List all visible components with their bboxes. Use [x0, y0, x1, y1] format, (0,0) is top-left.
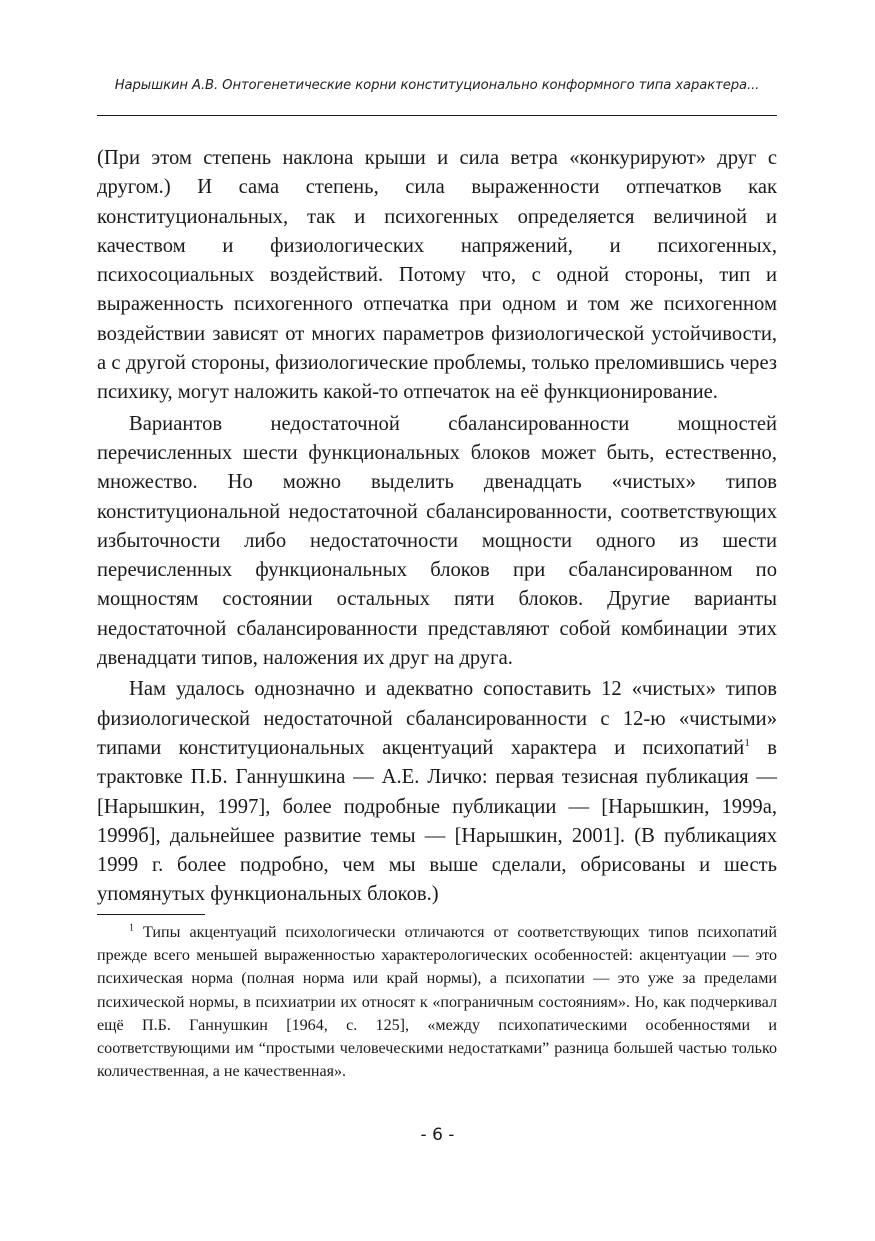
paragraph-2: Вариантов недостаточной сбалансированности мощностей перечисленных шести функциональных блоков может быть, естественно, множество. Но можно выделить двенадцать «чистых» типов конституциональной недостаточной сбалансированности, соответствующих избыточности либо недостаточности мощности одного из шести перечисленных функциональных блоков при сбалансированном по мощностям состоянии остальных пяти блоков. Другие варианты недостаточной сбалансированности представляют собой комбинации этих двенадцати типов, наложения их друг на друга. — [97, 412, 777, 670]
footnote-marker: 1 — [129, 922, 134, 934]
paragraph-3-start: Нам удалось однозначно и адекватно сопоставить 12 «чистых» типов физиологической недостаточной сбалансированности с 12-ю «чистыми» типами конституциональных акцентуаций характера и психопатий — [97, 678, 777, 759]
header-divider — [97, 115, 777, 116]
footnote-divider — [97, 914, 205, 915]
running-header: Нарышкин А.В. Онтогенетические корни конституционально конформного типа характера... — [114, 78, 760, 93]
footnote-reference[interactable]: 1 — [744, 737, 750, 750]
paragraph-1: (При этом степень наклона крыши и сила ветра «конкурируют» друг с другом.) И сама степень, сила выраженности отпечатков как конституциональных, так и психогенных определяется величиной и качеством и физиологических напряжений, и психогенных, психосоциальных воздействий. Потому что, с одной стороны, тип и выраженность психогенного отпечатка при одном и том же психогенном воздействии зависят от многих параметров физиологической устойчивости, а с другой стороны, физиологические проблемы, только преломившись через психику, могут наложить какой-то отпечаток на её функционирование. — [97, 147, 777, 404]
paragraph-3 — [97, 675, 777, 909]
page-number: - 6 - — [420, 1125, 455, 1145]
paragraph-3-end: в трактовке П.Б. Ганнушкина — А.Е. Личко: первая тезисная публикация — [Нарышкин, 1997], более подробные публикации — [Нарышкин, 1999а, 1999б], дальнейшее развитие темы — [Нарышкин, 2001]. (В публикациях 1999 г. более подробно, чем мы выше сделали, обрисованы и шесть упомянутых функциональных блоков.) — [97, 736, 777, 906]
footnote — [97, 921, 777, 1083]
main-text — [97, 144, 777, 910]
footnote-text: Типы акцентуаций психологически отличаются от соответствующих типов психопатий прежде всего меньшей выраженностью характерологических особенностей: акцентуации — это психическая норма (полная норма или край нормы), а психопатии — это уже за пределами психической нормы, в психиатрии их относят к «пограничным состояниям». Но, как подчеркивал ещё П.Б. Ганнушкин [1964, с. 125], «между психопатическими особенностями и соответствующими им “простыми человеческими недостатками” разница большей частью только количественная, а не качественная». — [97, 924, 777, 1081]
